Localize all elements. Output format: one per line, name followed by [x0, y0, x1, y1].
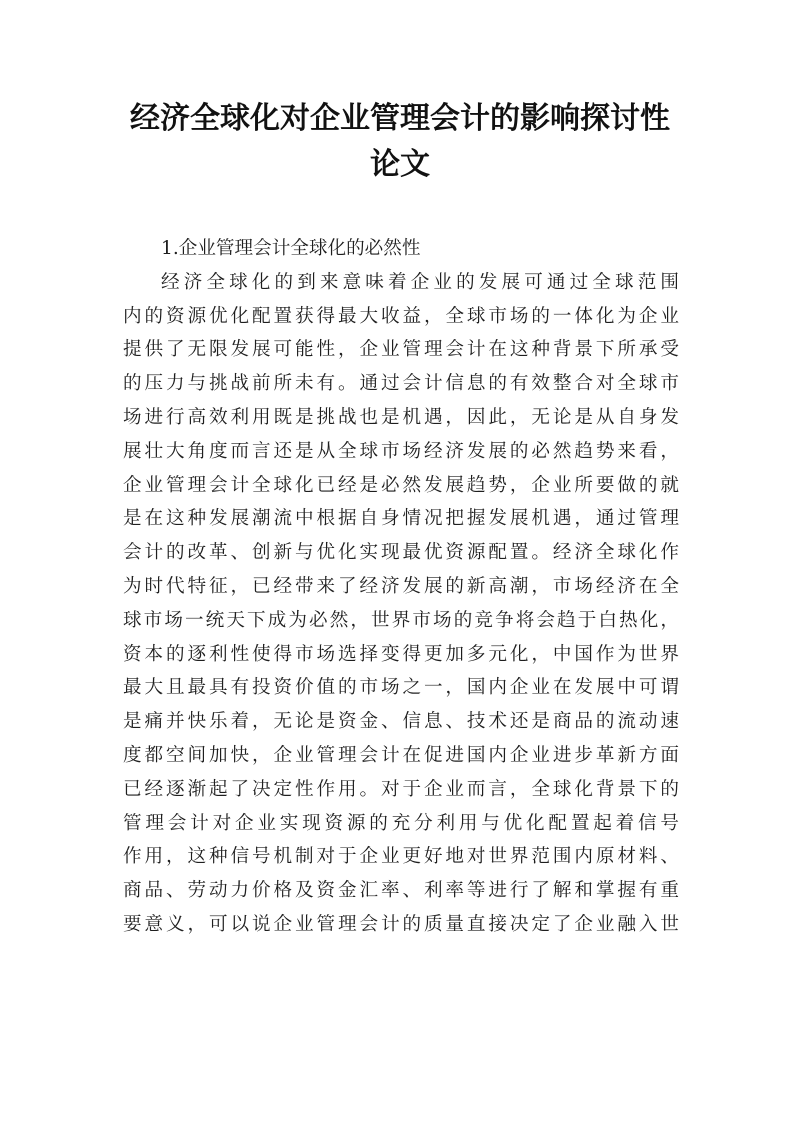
paragraph-line: 要意义，可以说企业管理会计的质量直接决定了企业融入世 [123, 913, 679, 935]
paragraph-line: 经济全球化的到来意味着企业的发展可通过全球范围 [161, 271, 679, 293]
paragraph-line: 已经逐渐起了决定性作用。对于企业而言，全球化背景下的 [123, 778, 679, 800]
paragraph-line: 是痛并快乐着，无论是资金、信息、技术还是商品的流动速 [123, 711, 679, 733]
paragraph-line: 会计的改革、创新与优化实现最优资源配置。经济全球化作 [123, 542, 679, 564]
paragraph-line: 作用，这种信号机制对于企业更好地对世界范围内原材料、 [123, 846, 679, 868]
paragraph-line: 球市场一统天下成为必然，世界市场的竞争将会趋于白热化， [123, 609, 679, 631]
document-title [100, 96, 700, 188]
paragraph-line: 为时代特征，已经带来了经济发展的新高潮，市场经济在全 [123, 575, 679, 597]
paragraph-line: 提供了无限发展可能性，企业管理会计在这种背景下所承受 [123, 339, 679, 361]
paragraph-line: 商品、劳动力价格及资金汇率、利率等进行了解和掌握有重 [123, 880, 679, 902]
paragraph-line: 场进行高效利用既是挑战也是机遇，因此，无论是从自身发 [123, 406, 679, 428]
section-heading: 1.企业管理会计全球化的必然性 [161, 238, 421, 259]
document-body [123, 232, 679, 942]
title-line-2: 论文 [370, 147, 430, 182]
paragraph-line: 企业管理会计全球化已经是必然发展趋势，企业所要做的就 [123, 474, 679, 496]
paragraph-line: 的压力与挑战前所未有。通过会计信息的有效整合对全球市 [123, 373, 679, 395]
paragraph-line: 是在这种发展潮流中根据自身情况把握发展机遇，通过管理 [123, 508, 679, 530]
title-line-1: 经济全球化对企业管理会计的影响探讨性 [130, 101, 670, 136]
paragraph-line: 管理会计对企业实现资源的充分利用与优化配置起着信号 [123, 812, 679, 834]
paragraph-line: 最大且最具有投资价值的市场之一，国内企业在发展中可谓 [123, 677, 679, 699]
paragraph-line: 度都空间加快，企业管理会计在促进国内企业进步革新方面 [123, 744, 679, 766]
paragraph-line: 展壮大角度而言还是从全球市场经济发展的必然趋势来看， [123, 440, 679, 462]
paragraph-line: 内的资源优化配置获得最大收益，全球市场的一体化为企业 [123, 305, 679, 327]
paragraph-line: 资本的逐利性使得市场选择变得更加多元化，中国作为世界 [123, 643, 679, 665]
